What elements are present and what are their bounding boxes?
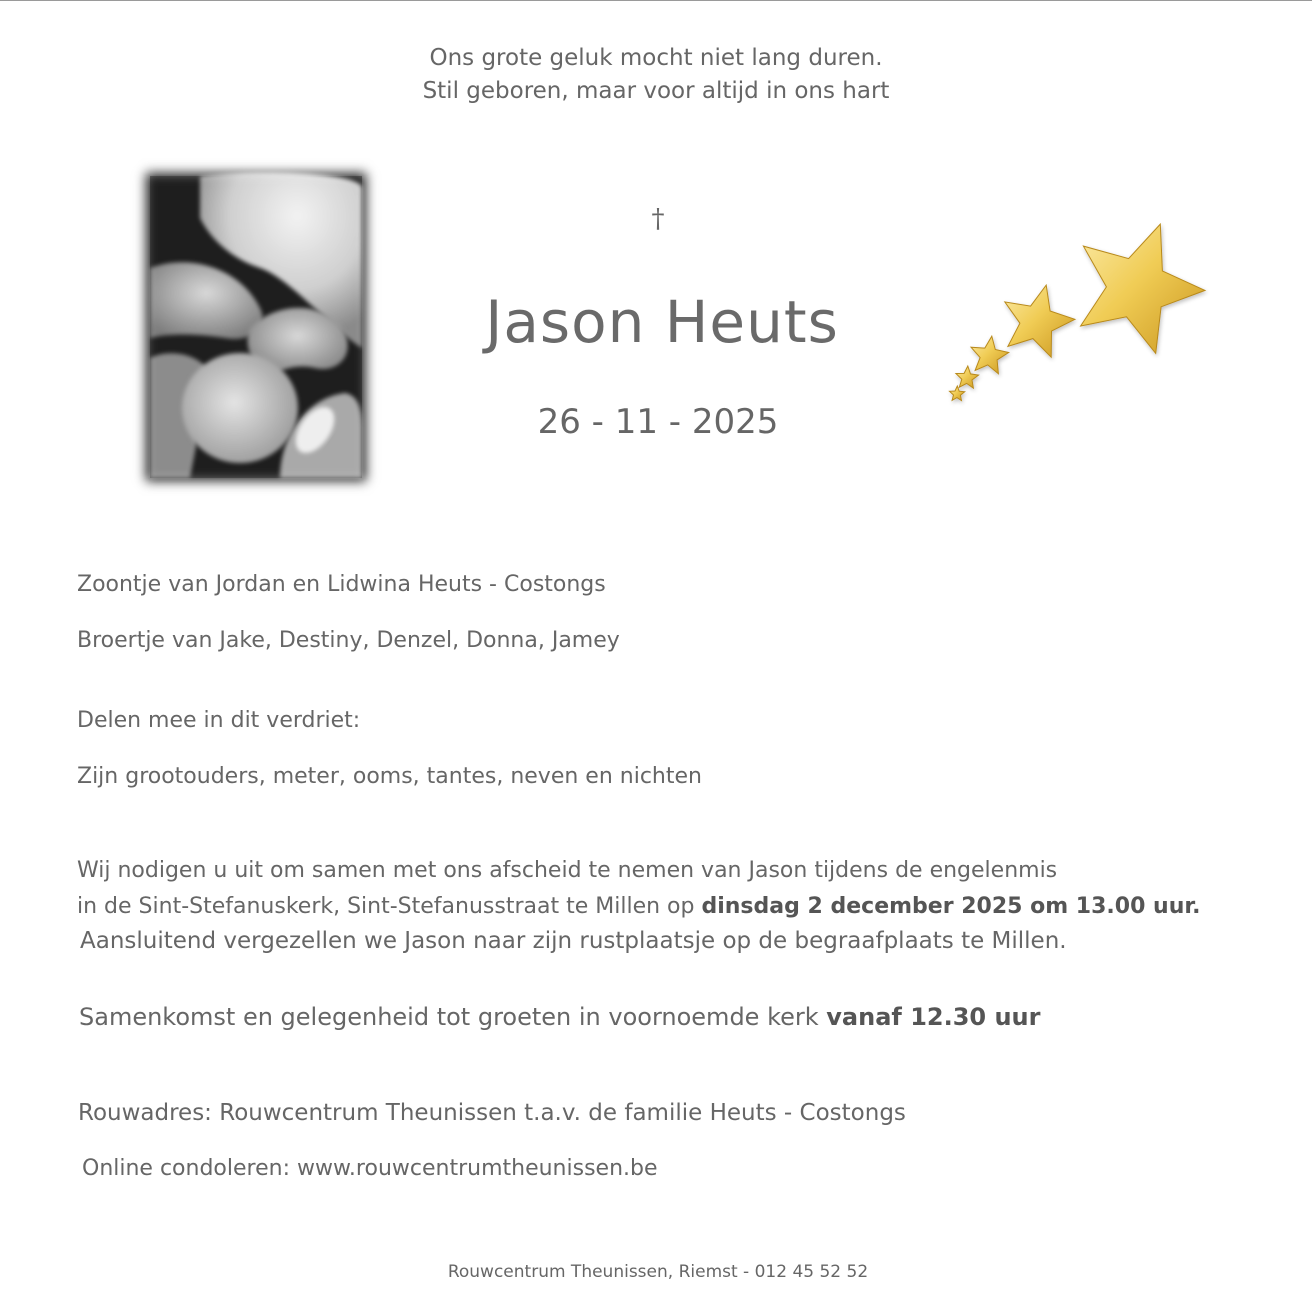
funeral-home-footer: Rouwcentrum Theunissen, Riemst - 012 45 52 52 <box>447 1262 869 1282</box>
intro-verse <box>0 42 1312 108</box>
invitation-line-2 <box>77 894 1200 919</box>
ceremony-datetime: dinsdag 2 december 2025 om 13.00 uur. <box>701 894 1201 919</box>
gathering-prefix: Samenkomst en gelegenheid tot groeten in voornoemde kerk <box>79 1003 827 1031</box>
star-icon <box>950 386 965 401</box>
son-of-text: Zoontje van Jordan en Lidwina Heuts - Costongs <box>77 572 606 597</box>
invitation-line-2-text: in de Sint-Stefanuskerk, Sint-Stefanusstraat te Millen op <box>77 894 702 919</box>
star-icon <box>971 336 1009 374</box>
online-condolences: Online condoleren: www.rouwcentrumtheunissen.be <box>82 1156 658 1181</box>
shooting-stars-icon <box>925 170 1225 440</box>
top-divider <box>0 0 1312 1</box>
cross-symbol: † <box>651 204 665 234</box>
deceased-name: Jason Heuts <box>485 288 839 356</box>
intro-line-2: Stil geboren, maar voor altijd in ons hart <box>422 78 890 104</box>
mourning-address: Rouwadres: Rouwcentrum Theunissen t.a.v. de familie Heuts - Costongs <box>78 1100 906 1126</box>
star-icon <box>1081 224 1205 353</box>
gathering-text <box>79 1003 1040 1031</box>
brother-of-text: Broertje van Jake, Destiny, Denzel, Donna, Jamey <box>77 628 620 653</box>
invitation-line-3: Aansluitend vergezellen we Jason naar zijn rustplaatsje op de begraafplaats te Millen. <box>80 928 1067 954</box>
intro-line-1: Ons grote geluk mocht niet lang duren. <box>429 45 883 71</box>
date-of-birth: 26 - 11 - 2025 <box>537 402 779 442</box>
gathering-time: vanaf 12.30 uur <box>826 1003 1041 1031</box>
share-heading: Delen mee in dit verdriet: <box>77 708 361 733</box>
share-list: Zijn grootouders, meter, ooms, tantes, neven en nichten <box>77 764 702 789</box>
invitation-line-1: Wij nodigen u uit om samen met ons afscheid te nemen van Jason tijdens de engelenmis <box>77 858 1058 883</box>
star-icon <box>1005 285 1075 357</box>
